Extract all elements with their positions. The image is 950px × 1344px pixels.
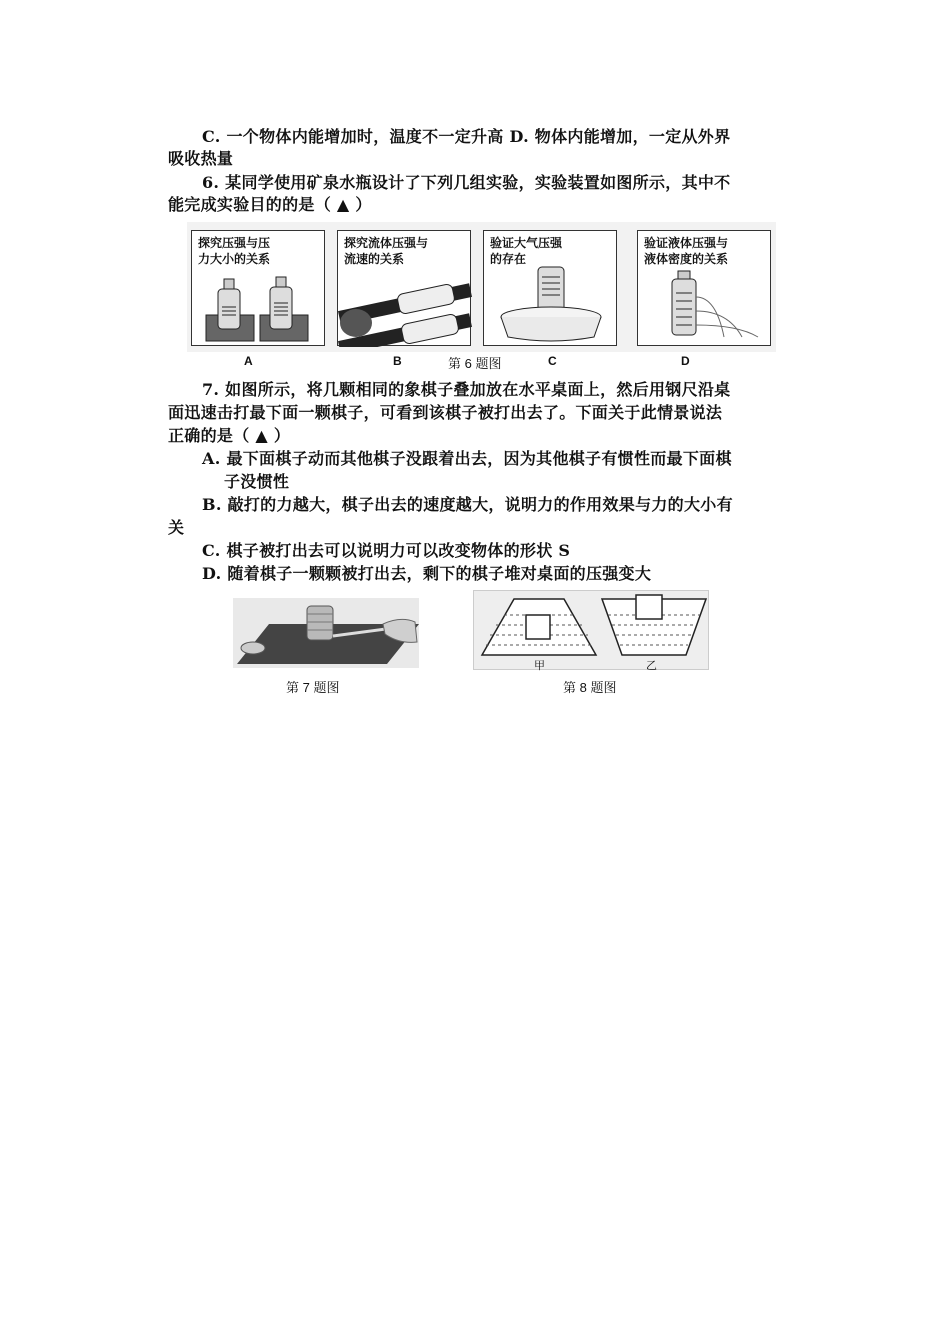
panel-b-title: 探究流体压强与 流速的关系 bbox=[344, 236, 429, 266]
blowing-between-bottles-illustration bbox=[338, 231, 472, 347]
panel-b-label: B bbox=[393, 354, 402, 368]
q5-line1: C. 一个物体内能增加时，温度不一定升高 D. 物体内能增加，一定从外界 bbox=[202, 127, 731, 146]
inverted-bottle-in-basin-illustration bbox=[484, 231, 618, 347]
q7-option-a-line2: 子没惯性 bbox=[224, 472, 290, 491]
bottle-with-holes-jets-illustration bbox=[638, 231, 772, 347]
q6-panel-c bbox=[483, 230, 617, 346]
panel-d-label: D bbox=[681, 354, 690, 368]
q7-option-b-line2: 关 bbox=[168, 518, 185, 537]
q6-panel-a bbox=[191, 230, 325, 346]
panel-d-title: 验证液体压强与 液体密度的关系 bbox=[644, 236, 729, 266]
bottles-on-sponge-illustration bbox=[192, 231, 326, 347]
containers-with-blocks-illustration bbox=[474, 591, 710, 671]
panel-c-title: 验证大气压强 的存在 bbox=[490, 236, 563, 266]
panel-a-label: A bbox=[244, 354, 253, 368]
q7-stem-line2: 面迅速击打最下面一颗棋子，可看到该棋子被打出去了。下面关于此情景说法 bbox=[168, 403, 723, 422]
q6-panel-d bbox=[637, 230, 771, 346]
chess-pieces-ruler-illustration bbox=[233, 598, 419, 668]
q6-caption: 第 6 题图 bbox=[448, 356, 502, 371]
q7-option-b-line1: B. 敲打的力越大，棋子出去的速度越大，说明力的作用效果与力的大小有 bbox=[202, 495, 733, 514]
q7-option-c: C. 棋子被打出去可以说明力可以改变物体的形状 S bbox=[202, 541, 571, 560]
q6-stem-line2: 能完成实验目的的是（ ▲ ） bbox=[168, 195, 372, 214]
q7-option-a-line1: A. 最下面棋子动而其他棋子没跟着出去，因为其他棋子有惯性而最下面棋 bbox=[202, 449, 732, 468]
q7-option-d: D. 随着棋子一颗颗被打出去，剩下的棋子堆对桌面的压强变大 bbox=[202, 564, 652, 583]
q5-line2: 吸收热量 bbox=[168, 149, 234, 168]
q7-caption: 第 7 题图 bbox=[286, 680, 340, 695]
panel-c-label: C bbox=[548, 354, 557, 368]
q6-panel-b bbox=[337, 230, 471, 346]
q8-figure bbox=[473, 590, 709, 670]
label-yi: 乙 bbox=[646, 660, 657, 672]
q6-stem-line1: 6. 某同学使用矿泉水瓶设计了下列几组实验，实验装置如图所示，其中不 bbox=[202, 173, 731, 192]
q6-figure bbox=[187, 222, 776, 352]
q7-figure bbox=[233, 598, 419, 668]
q7-stem-line1: 7. 如图所示，将几颗相同的象棋子叠加放在水平桌面上，然后用钢尺沿桌 bbox=[202, 380, 731, 399]
panel-a-title: 探究压强与压 力大小的关系 bbox=[198, 236, 271, 266]
label-jia: 甲 bbox=[534, 660, 545, 672]
q8-caption: 第 8 题图 bbox=[563, 680, 617, 695]
q7-stem-line3: 正确的是（ ▲ ） bbox=[168, 426, 291, 445]
